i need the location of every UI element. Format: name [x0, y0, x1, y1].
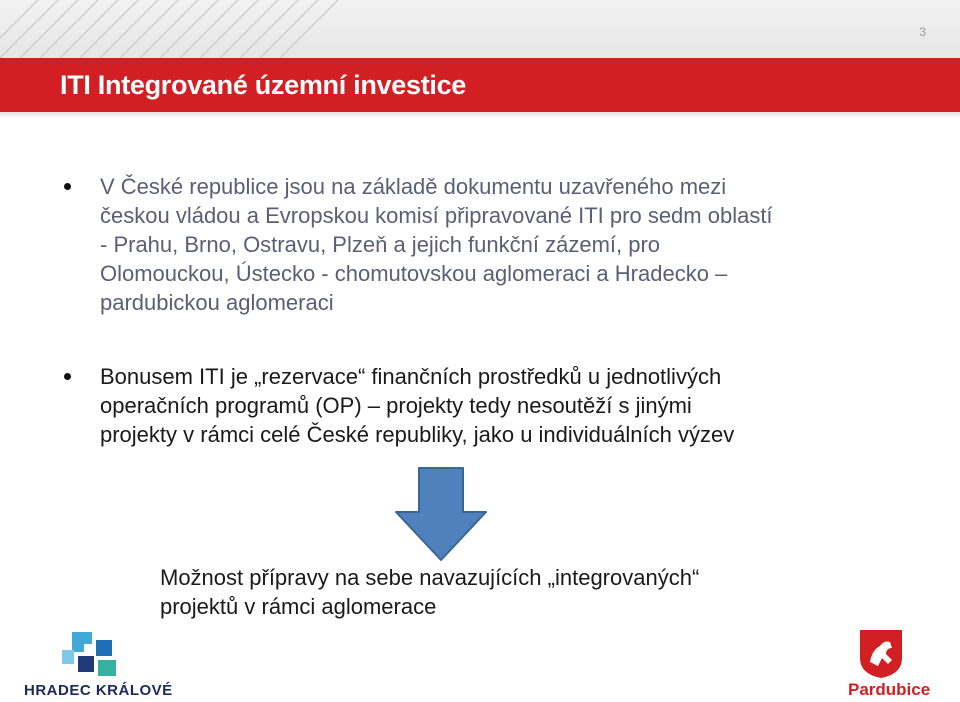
- slide-number: 3: [919, 25, 926, 39]
- slide-title: ITI Integrované územní investice: [60, 70, 467, 100]
- bullet-line: V České republice jsou na základě dokumentu uzavřeného mezi: [100, 174, 727, 199]
- header-band: [0, 0, 960, 58]
- result-text: [160, 563, 920, 621]
- bullet-item: [64, 362, 914, 449]
- pardubice-label: Pardubice: [848, 680, 931, 699]
- bullet-list: [64, 172, 914, 449]
- title-bar-shadow: [0, 112, 960, 118]
- diagonal-lines-decoration: [0, 0, 340, 58]
- bullet-line: Bonusem ITI je „rezervace“ finančních prostředků u jednotlivých: [100, 364, 722, 389]
- bullet-line: pardubickou aglomeraci: [100, 290, 334, 315]
- hradec-kralove-mark-icon: [22, 630, 142, 680]
- bullet-line: projekty v rámci celé České republiky, jako u individuálních výzev: [100, 422, 735, 447]
- bullet-line: Olomouckou, Ústecko - chomutovskou aglomeraci a Hradecko –: [100, 261, 728, 286]
- bullet-line: českou vládou a Evropskou komisí připravované ITI pro sedm oblastí: [100, 203, 773, 228]
- down-arrow-icon: [393, 466, 489, 562]
- result-line: Možnost přípravy na sebe navazujících „integrovaných“: [160, 565, 700, 590]
- pardubice-logo: [846, 628, 946, 702]
- hradec-kralove-label: HRADEC KRÁLOVÉ: [24, 682, 173, 699]
- result-line: projektů v rámci aglomerace: [160, 594, 437, 619]
- bullet-dot-icon: [64, 183, 71, 190]
- pardubice-horse-shield-icon: [846, 628, 916, 680]
- bullet-item: [64, 172, 914, 317]
- title-bar: [0, 58, 960, 112]
- bullet-line: - Prahu, Brno, Ostravu, Plzeň a jejich funkční zázemí, pro: [100, 232, 661, 257]
- bullet-dot-icon: [64, 373, 71, 380]
- bullet-line: operačních programů (OP) – projekty tedy nesoutěží s jinými: [100, 393, 692, 418]
- hradec-kralove-logo: [22, 630, 182, 700]
